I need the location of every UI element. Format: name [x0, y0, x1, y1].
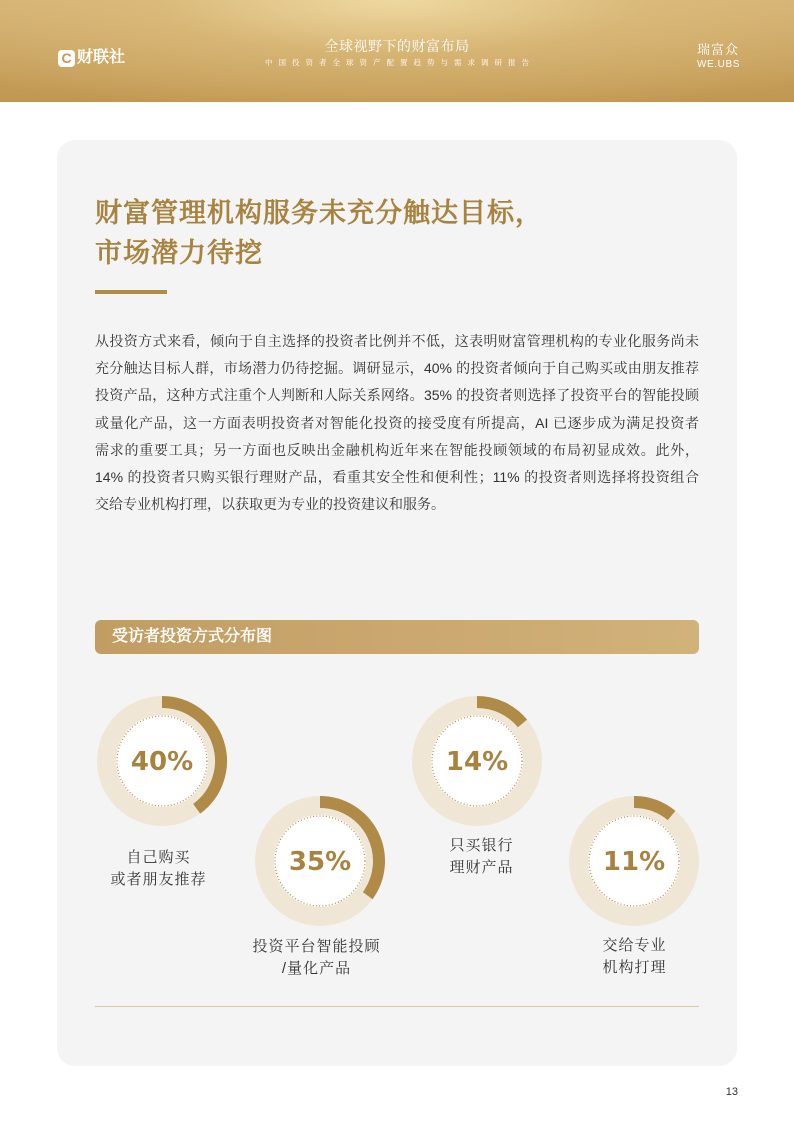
- body-line: 需求的重要工具；另一方面也反映出金融机构近年来在智能投顾领域的布局初显成效。此外，: [95, 441, 699, 458]
- body-line: 从投资方式来看，倾向于自主选择的投资者比例并不低，这表明财富管理机构的专业化服务尚未: [95, 333, 699, 349]
- donut-category-line: 自己购买: [126, 849, 191, 866]
- chart-title-bar: [95, 620, 699, 654]
- page-number: 13: [725, 1086, 738, 1098]
- donut-value-label: 14%: [445, 747, 509, 777]
- donut-category-line: 只买银行: [449, 837, 514, 854]
- section-title: [95, 193, 543, 273]
- report-header: [0, 0, 794, 102]
- body-line: 充分触达目标人群，市场潜力仍待挖掘。调研显示，40% 的投资者倾向于自己购买或由朋友推荐: [95, 360, 699, 377]
- body-line: 14% 的投资者只购买银行理财产品，看重其安全性和便利性；11% 的投资者则选择将投资组合: [95, 468, 699, 485]
- donut-self-or-friends: [97, 696, 227, 826]
- donut-category-label: [396, 835, 566, 879]
- partner-logo-latin: WE.UBS: [697, 59, 741, 70]
- donut-category-line: 理财产品: [449, 859, 514, 876]
- report-subtitle: 中国投资者全球资产配置趋势与需求调研报告: [265, 58, 535, 67]
- donut-value-label: 11%: [602, 847, 666, 877]
- title-underline: [95, 290, 167, 294]
- section-divider: [95, 1006, 699, 1007]
- donut-category-label: [549, 935, 719, 979]
- donut-bank-wealth-products: [412, 696, 542, 826]
- donut-smart-advisory: [255, 796, 385, 926]
- donut-category-line: 交给专业: [602, 937, 667, 954]
- donut-value-label: 35%: [288, 847, 352, 877]
- section-title-line: 财富管理机构服务未充分触达目标，: [95, 198, 543, 228]
- donut-chart: [90, 690, 710, 930]
- donut-category-line: 投资平台智能投顾: [252, 938, 381, 955]
- donut-category-line: 或者朋友推荐: [110, 871, 207, 888]
- body-line: 交给专业机构打理，以获取更为专业的投资建议和服务。: [95, 496, 445, 513]
- section-title-line: 市场潜力待挖: [95, 238, 263, 268]
- donut-category-line: /量化产品: [281, 960, 352, 977]
- donut-category-label: [231, 936, 401, 980]
- logo-mark-icon: C: [58, 50, 75, 67]
- report-title: 全球视野下的财富布局: [324, 38, 470, 54]
- logo-text: 财联社: [77, 49, 126, 66]
- body-line: 或量化产品，这一方面表明投资者对智能化投资的接受度有所提高，AI 已逐步成为满足投资者: [95, 414, 699, 431]
- chart-title: 受访者投资方式分布图: [112, 628, 273, 645]
- donut-category-label: [73, 847, 243, 891]
- donut-value-label: 40%: [130, 747, 194, 777]
- donut-category-line: 机构打理: [602, 959, 667, 976]
- section-body-paragraph: [95, 328, 699, 518]
- body-line: 投资产品，这种方式注重个人判断和人际关系网络。35% 的投资者则选择了投资平台的智能投顾: [95, 387, 699, 404]
- donut-professional-management: [569, 796, 699, 926]
- partner-logo-name: 瑞富众: [697, 42, 740, 57]
